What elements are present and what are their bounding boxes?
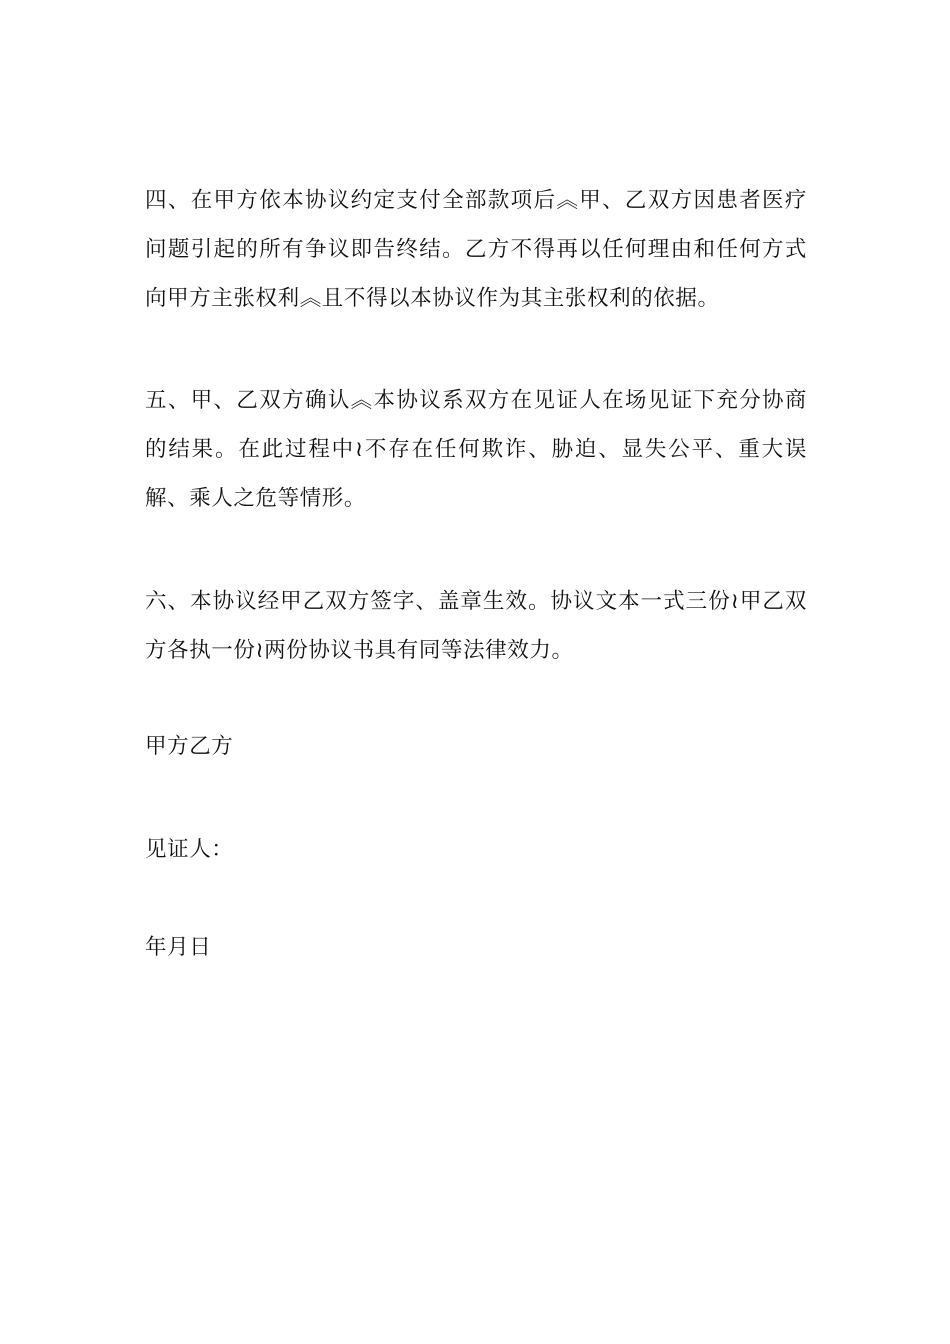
signature-date-line: 年月日 [145, 935, 212, 960]
clause-six-paragraph: 六、本协议经甲乙双方签字、盖章生效。协议文本一式三份≀甲乙双方各执一份≀两份协议书具有同等法律效力。 [145, 589, 807, 663]
signature-parties-line: 甲方乙方 [145, 734, 234, 759]
signature-witness-line: 见证人： [145, 837, 234, 862]
clause-four-paragraph: 四、在甲方依本协议约定支付全部款项后︽甲、乙双方因患者医疗问题引起的所有争议即告终结。乙方不得再以任何理由和任何方式向甲方主张权利︽且不得以本协议作为其主张权利的依据。 [145, 188, 807, 311]
clause-five-paragraph: 五、甲、乙双方确认︽本协议系双方在见证人在场见证下充分协商的结果。在此过程中≀不存在任何欺诈、胁迫、显失公平、重大误解、乘人之危等情形。 [145, 388, 807, 511]
